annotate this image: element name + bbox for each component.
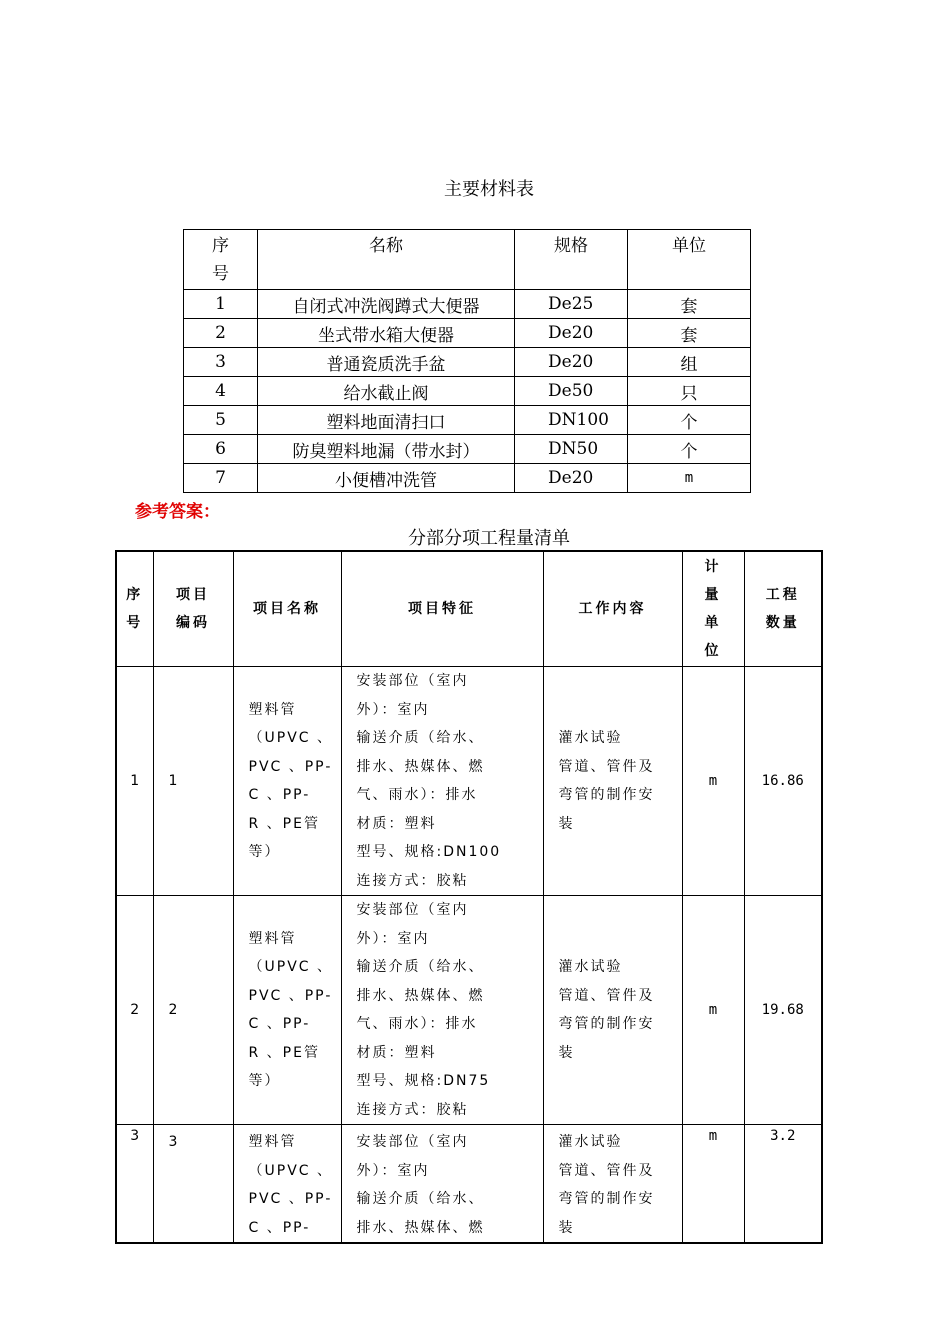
table-row xyxy=(184,377,751,406)
table-row xyxy=(184,290,751,319)
row-spec: De20 xyxy=(515,464,628,493)
row-name: 塑料地面清扫口 xyxy=(258,406,515,435)
row-unit: m xyxy=(628,464,751,493)
row-spec: DN100 xyxy=(515,406,628,435)
header-no: 序号 xyxy=(184,230,258,290)
row-no: 2 xyxy=(184,319,258,348)
row-feature: 安装部位（室内 外）：室内 输送介质（给水、 排水、热媒体、燃 xyxy=(341,1125,543,1244)
row-no: 5 xyxy=(184,406,258,435)
row-unit: m xyxy=(682,667,744,896)
table-row xyxy=(116,1125,822,1244)
row-no: 2 xyxy=(116,896,153,1125)
row-feature: 安装部位（室内 外）：室内 输送介质（给水、 排水、热媒体、燃 气、雨水）：排水 材质：塑料 型号、规格:DN75 连接方式：胶粘 xyxy=(341,896,543,1125)
row-name: 给水截止阀 xyxy=(258,377,515,406)
table-row xyxy=(184,435,751,464)
row-no: 1 xyxy=(184,290,258,319)
table-row xyxy=(116,896,822,1125)
row-unit: 只 xyxy=(628,377,751,406)
header-code: 项目 编码 xyxy=(153,551,233,667)
row-spec: De20 xyxy=(515,319,628,348)
row-item-name: 塑料管 （UPVC 、 PVC 、PP- C 、PP- R 、PE管 等） xyxy=(233,667,341,896)
header-feature: 项目特征 xyxy=(341,551,543,667)
row-qty: 19.68 xyxy=(744,896,822,1125)
header-unit: 单位 xyxy=(628,230,751,290)
header-spec: 规格 xyxy=(515,230,628,290)
row-no: 4 xyxy=(184,377,258,406)
row-name: 普通瓷质洗手盆 xyxy=(258,348,515,377)
row-unit: 套 xyxy=(628,290,751,319)
table-row xyxy=(184,406,751,435)
row-unit: 套 xyxy=(628,319,751,348)
table-row xyxy=(184,348,751,377)
row-no: 3 xyxy=(184,348,258,377)
row-no: 3 xyxy=(116,1125,153,1244)
header-item-name: 项目名称 xyxy=(233,551,341,667)
row-unit: m xyxy=(682,1125,744,1244)
bill-header-row xyxy=(116,551,822,667)
row-feature: 安装部位（室内 外）：室内 输送介质（给水、 排水、热媒体、燃 气、雨水）：排水 材质：塑料 型号、规格:DN100 连接方式：胶粘 xyxy=(341,667,543,896)
row-name: 防臭塑料地漏（带水封） xyxy=(258,435,515,464)
header-name: 名称 xyxy=(258,230,515,290)
bill-title: 分部分项工程量清单 xyxy=(408,528,570,549)
table-row xyxy=(184,464,751,493)
row-name: 自闭式冲洗阀蹲式大便器 xyxy=(258,290,515,319)
row-name: 小便槽冲洗管 xyxy=(258,464,515,493)
bill-table xyxy=(115,550,823,1244)
row-work: 灌水试验 管道、管件及 弯管的制作安 装 xyxy=(543,896,682,1125)
row-no: 1 xyxy=(116,667,153,896)
materials-table xyxy=(183,229,751,493)
row-unit: 个 xyxy=(628,406,751,435)
row-spec: DN50 xyxy=(515,435,628,464)
table-row xyxy=(184,319,751,348)
row-no: 6 xyxy=(184,435,258,464)
row-code: 1 xyxy=(153,667,233,896)
header-qty: 工程 数量 xyxy=(744,551,822,667)
row-item-name: 塑料管 （UPVC 、 PVC 、PP- C 、PP- R 、PE管 等） xyxy=(233,896,341,1125)
materials-header-row xyxy=(184,230,751,290)
row-work: 灌水试验 管道、管件及 弯管的制作安 装 xyxy=(543,667,682,896)
answer-label: 参考答案： xyxy=(135,502,220,522)
row-qty: 16.86 xyxy=(744,667,822,896)
row-name: 坐式带水箱大便器 xyxy=(258,319,515,348)
row-item-name: 塑料管 （UPVC 、 PVC 、PP- C 、PP- xyxy=(233,1125,341,1244)
row-unit: 个 xyxy=(628,435,751,464)
table-row xyxy=(116,667,822,896)
row-spec: De50 xyxy=(515,377,628,406)
materials-title: 主要材料表 xyxy=(444,179,534,200)
row-unit: m xyxy=(682,896,744,1125)
row-no: 7 xyxy=(184,464,258,493)
header-unit: 计 量 单 位 xyxy=(682,551,744,667)
row-qty: 3.2 xyxy=(744,1125,822,1244)
row-unit: 组 xyxy=(628,348,751,377)
header-work: 工作内容 xyxy=(543,551,682,667)
row-spec: De25 xyxy=(515,290,628,319)
row-spec: De20 xyxy=(515,348,628,377)
row-code: 2 xyxy=(153,896,233,1125)
row-work: 灌水试验 管道、管件及 弯管的制作安 装 xyxy=(543,1125,682,1244)
row-code: 3 xyxy=(153,1125,233,1244)
header-no: 序 号 xyxy=(116,551,153,667)
